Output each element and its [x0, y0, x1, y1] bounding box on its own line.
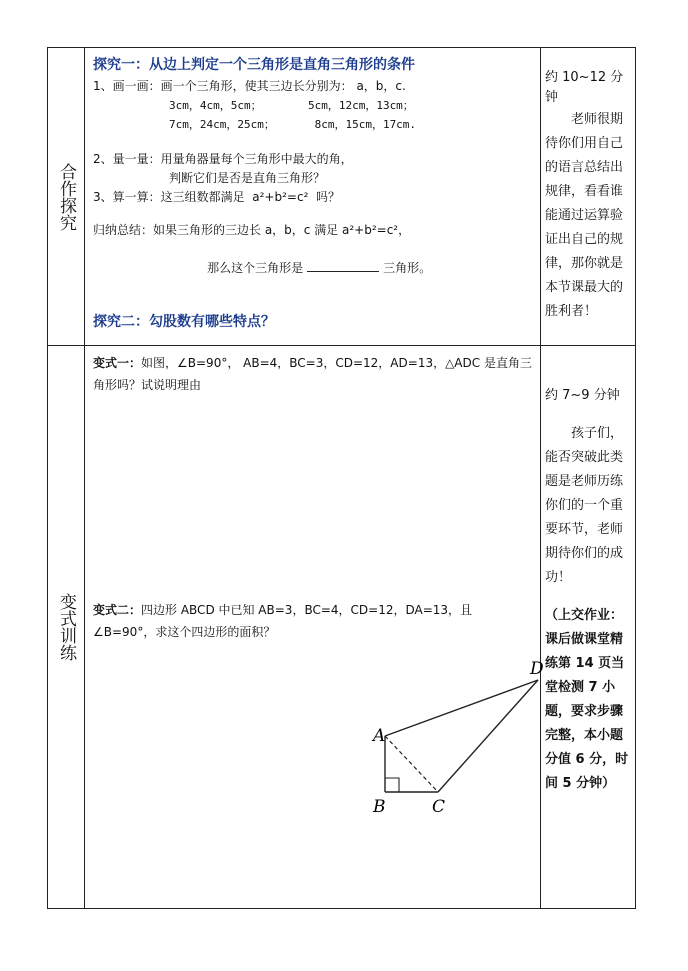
summary-line2-suffix: 三角形。: [383, 261, 432, 275]
step2-line1: 2、量一量：用量角器量每个三角形中最大的角，: [93, 152, 353, 166]
step1-line3: 7cm，24cm，25cm； 8cm，15cm，17cm.: [169, 118, 417, 131]
variant2: [93, 599, 534, 643]
side-cell-2: [48, 346, 85, 909]
main-cell-1: [85, 48, 541, 346]
note-time-2: 约 7~9 分钟: [545, 388, 620, 403]
label-b: B: [373, 797, 386, 817]
right-angle-mark: [385, 778, 399, 792]
summary-line1: 归纳总结：如果三角形的三边长 a，b，c 满足 a²+b²=c²，: [93, 223, 411, 237]
answer-blank[interactable]: [307, 259, 379, 272]
note-text-2: 孩子们，能否突破此类题是老师历练你们的一个重要环节，老师期待你们的成功！: [545, 426, 624, 585]
variant1-title: 变式一：: [93, 356, 142, 370]
summary-line2-prefix: 那么这个三角形是: [207, 261, 304, 275]
step1-line2: 3cm，4cm，5cm； 5cm，12cm，13cm；: [169, 99, 414, 112]
note-cell-1: [541, 48, 636, 346]
step1-label: 1、画一画：画一个三角形，使其三边长分别为： a，b，c.: [93, 79, 406, 93]
homework-note: （上交作业：课后做课堂精练第 14 页当堂检测 7 小题，要求步骤完整，本小题分值 6 分，时间 5 分钟）: [545, 608, 629, 791]
variant2-text: 四边形 ABCD 中已知 AB=3，BC=4，CD=12，DA=13，且∠B=90°，求这个四边形的面积？: [93, 603, 473, 639]
row-cooperative-explore: [48, 48, 636, 346]
side-label-cooperative: 合作探究: [56, 162, 76, 231]
side-cell-1: [48, 48, 85, 346]
note-text-1: 老师很期待你们用自己的语言总结出规律，看看谁能通过运算验证出自己的规律，那你就是本节课最大的胜利者！: [545, 112, 624, 319]
label-a: A: [373, 726, 386, 746]
label-c: C: [432, 797, 446, 817]
diagonal-ac: [385, 736, 438, 792]
lesson-table: [47, 47, 636, 909]
note-time-1: 约 10~12 分钟: [545, 70, 624, 105]
explore1-title: 探究一：从边上判定一个三角形是直角三角形的条件: [93, 57, 415, 73]
note-cell-2: [541, 346, 636, 909]
variant1-text: 如图，∠B=90°， AB=4，BC=3，CD=12，AD=13，△ADC 是直角三角形吗？试说明理由: [93, 356, 532, 392]
side-label-variant: 变式训练: [56, 593, 76, 661]
step2-line2: 判断它们是否是直角三角形？: [169, 171, 326, 185]
row-variant-training: [48, 346, 636, 909]
variant2-title: 变式二：: [93, 603, 142, 617]
variant1: [93, 352, 534, 396]
label-d: D: [530, 659, 544, 679]
summary-line2: [93, 240, 534, 297]
main-cell-2: [85, 346, 544, 909]
edge-da: [385, 680, 538, 736]
quadrilateral-figure: [370, 658, 550, 818]
edge-cd: [438, 680, 538, 792]
explore2-title: 探究二：勾股数有哪些特点？: [93, 314, 275, 330]
step3-line: 3、算一算：这三组数都满足 a²+b²=c² 吗？: [93, 190, 341, 204]
